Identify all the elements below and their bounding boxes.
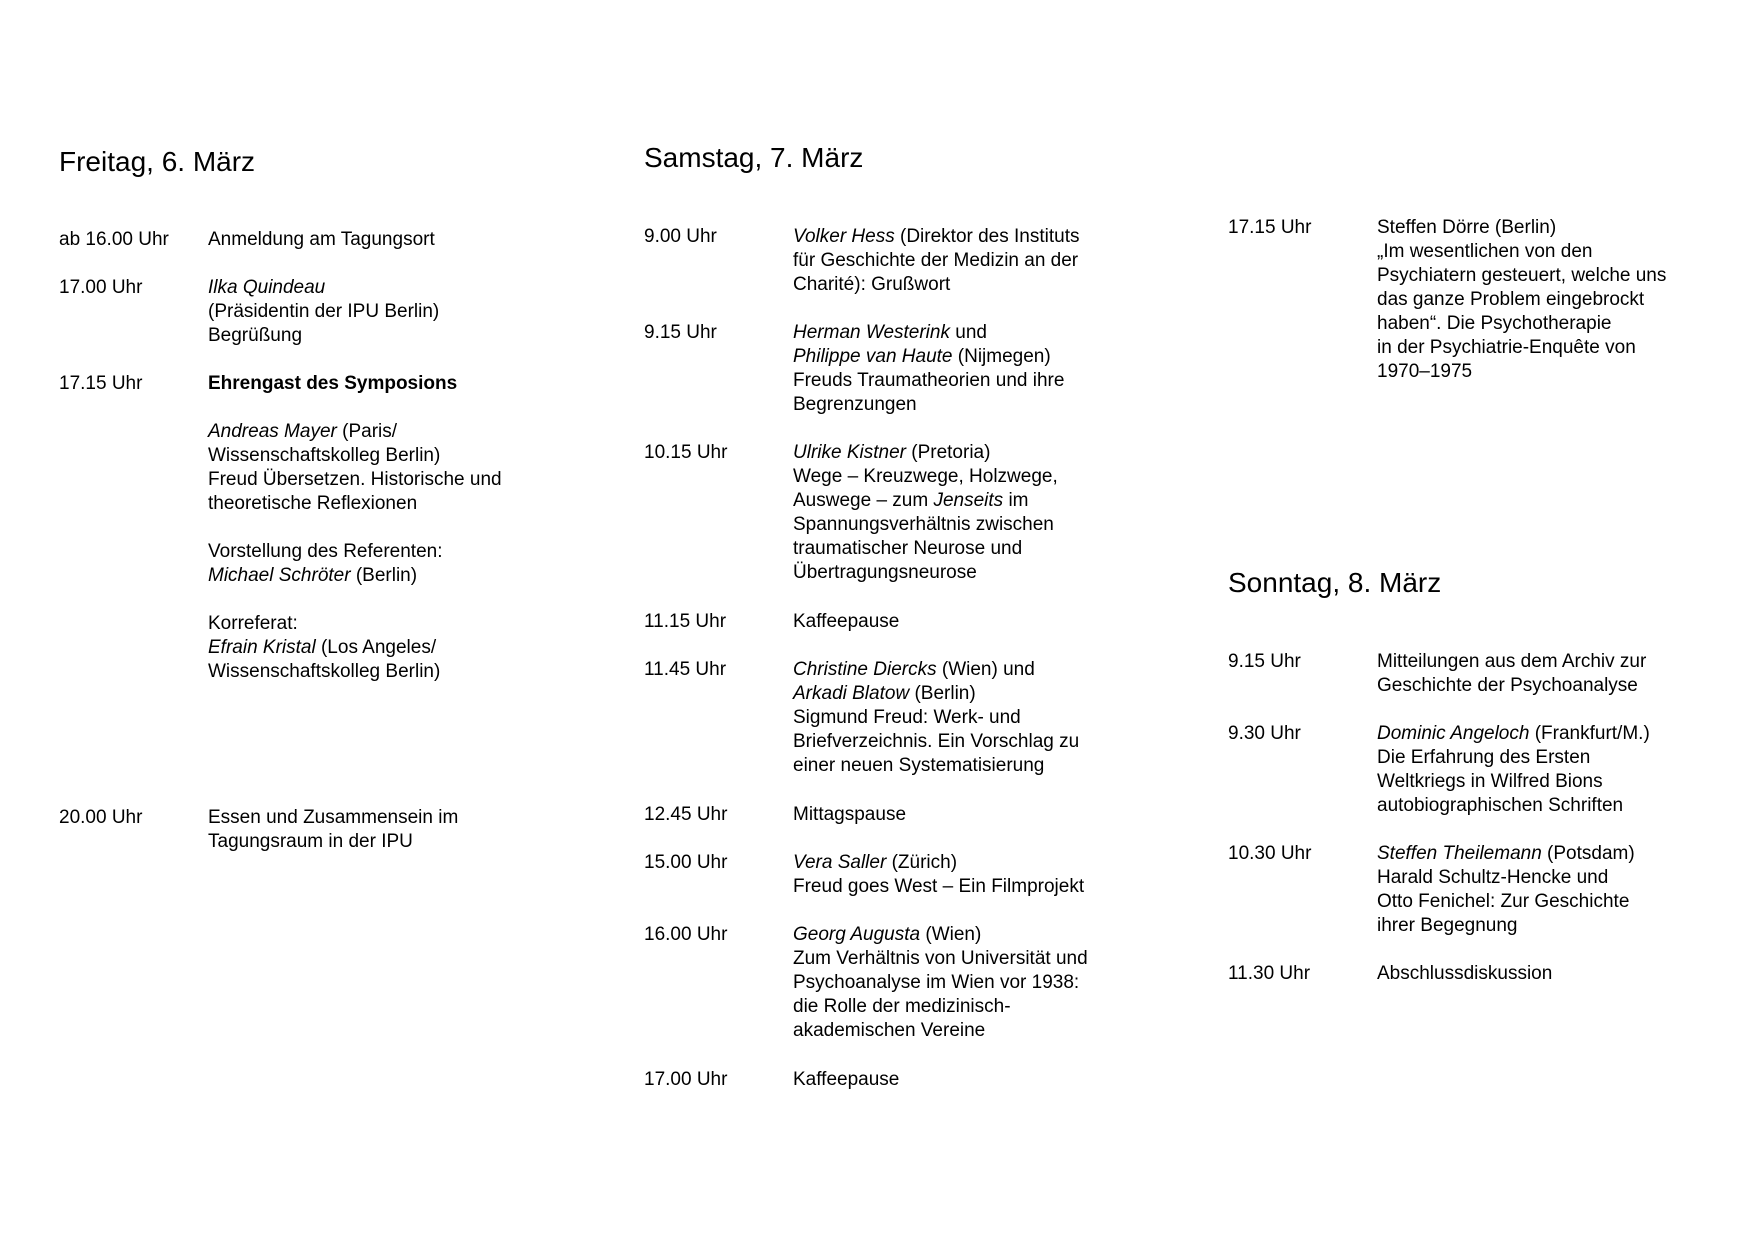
- entry-text: Anmeldung am Tagungsort: [208, 229, 435, 250]
- entry-content: [793, 225, 1080, 297]
- entry-content: [208, 372, 502, 684]
- speaker-name: Arkadi Blatow: [793, 683, 910, 704]
- speaker-name: Ilka Quindeau: [208, 277, 326, 298]
- entry-line: [1377, 360, 1666, 384]
- entry-text: (Berlin): [350, 565, 418, 586]
- entry-text: Essen und Zusammensein im: [208, 807, 459, 828]
- entry-text: Psychoanalyse im Wien vor 1938:: [793, 972, 1080, 993]
- entry-line: [208, 636, 502, 660]
- entry-content: [793, 923, 1088, 1043]
- entry-text: Tagungsraum in der IPU: [208, 831, 413, 852]
- entry-text: Korreferat:: [208, 613, 298, 634]
- entry-line: [208, 830, 458, 854]
- day-title-saturday: Samstag, 7. März: [644, 142, 864, 173]
- entry-line: [1377, 674, 1646, 698]
- entry-text: haben“. Die Psychotherapie: [1377, 313, 1612, 334]
- blank-line: [208, 516, 502, 540]
- speaker-name: Michael Schröter: [208, 565, 351, 586]
- entry-line: [793, 1019, 1088, 1043]
- entry-line: [208, 660, 502, 684]
- entry-text: (Los Angeles/: [315, 637, 437, 658]
- entry-text: ihrer Begegnung: [1377, 915, 1518, 936]
- entry-time: 11.45 Uhr: [644, 659, 727, 680]
- entry-line: [1377, 216, 1666, 240]
- entry-text: Begrüßung: [208, 325, 303, 346]
- entry-line: [208, 468, 502, 492]
- entry-text: (Zürich): [886, 852, 958, 873]
- entry-time: 17.15 Uhr: [1228, 217, 1312, 238]
- entry-line: [1377, 288, 1666, 312]
- entry-text: Übertragungsneurose: [793, 562, 977, 583]
- entry-text: Wissenschaftskolleg Berlin): [208, 445, 441, 466]
- speaker-name: Christine Diercks: [793, 659, 937, 680]
- entry-text: Mitteilungen aus dem Archiv zur: [1377, 651, 1647, 672]
- entry-text: Zum Verhältnis von Universität und: [793, 948, 1088, 969]
- entry-text: Vorstellung des Referenten:: [208, 541, 443, 562]
- entry-time: 17.15 Uhr: [59, 373, 143, 394]
- entry-line: [793, 225, 1080, 249]
- entry-text: das ganze Problem eingebrockt: [1377, 289, 1645, 310]
- entry-text: (Wien): [920, 924, 982, 945]
- speaker-name: Dominic Angeloch: [1377, 723, 1530, 744]
- entry-text: (Paris/: [336, 421, 398, 442]
- entry-line: [1377, 650, 1646, 674]
- entry-text: und: [949, 322, 987, 343]
- entry-time: 17.00 Uhr: [59, 277, 143, 298]
- speaker-name: Jenseits: [933, 490, 1004, 511]
- entry-line: [793, 754, 1079, 778]
- entry-text: 1970–1975: [1377, 361, 1473, 382]
- entry-text: Weltkriegs in Wilfred Bions: [1377, 771, 1603, 792]
- entry-text: Geschichte der Psychoanalyse: [1377, 675, 1638, 696]
- entry-content: [793, 803, 906, 827]
- entry-text: Abschlussdiskussion: [1377, 963, 1553, 984]
- entry-text: „Im wesentlichen von den: [1377, 241, 1593, 262]
- entry-text: Wege – Kreuzwege, Holzwege,: [793, 466, 1058, 487]
- entry-line: [1377, 336, 1666, 360]
- entry-line: [793, 971, 1088, 995]
- entry-line: [1377, 722, 1650, 746]
- entry-line: [208, 492, 502, 516]
- entry-text: einer neuen Systematisierung: [793, 755, 1045, 776]
- speaker-name: Efrain Kristal: [208, 637, 316, 658]
- entry-line: [208, 324, 439, 348]
- entry-time: 11.30 Uhr: [1228, 963, 1311, 984]
- entry-text: Freuds Traumatheorien und ihre: [793, 370, 1065, 391]
- speaker-name: Philippe van Haute: [793, 346, 953, 367]
- entry-line: [1377, 264, 1666, 288]
- entry-line: [793, 249, 1080, 273]
- entry-line: [1377, 842, 1635, 866]
- entry-line: [793, 273, 1080, 297]
- entry-text: Wissenschaftskolleg Berlin): [208, 661, 441, 682]
- entry-text: traumatischer Neurose und: [793, 538, 1023, 559]
- entry-text: die Rolle der medizinisch-: [793, 996, 1011, 1017]
- entry-text: Otto Fenichel: Zur Geschichte: [1377, 891, 1630, 912]
- entry-text: Charité): Grußwort: [793, 274, 951, 295]
- entry-text: (Berlin): [909, 683, 976, 704]
- entry-text: Kaffeepause: [793, 611, 900, 632]
- entry-line: [793, 561, 1058, 585]
- entry-content: [1377, 842, 1635, 938]
- entry-line: [793, 321, 1064, 345]
- day-title-friday: Freitag, 6. März: [59, 146, 256, 177]
- entry-text: autobiographischen Schriften: [1377, 795, 1624, 816]
- entry-line: [1377, 770, 1650, 794]
- entry-content: [1377, 650, 1646, 698]
- entry-content: [208, 806, 458, 854]
- entry-text: Freud goes West – Ein Filmprojekt: [793, 876, 1085, 897]
- entry-line: [793, 923, 1088, 947]
- entry-content: [208, 228, 435, 252]
- entry-line: [793, 1068, 899, 1092]
- entry-line: [208, 276, 439, 300]
- entry-text: Sigmund Freud: Werk- und: [793, 707, 1021, 728]
- entry-line: [208, 612, 502, 636]
- entry-time: 15.00 Uhr: [644, 852, 728, 873]
- entry-time: ab 16.00 Uhr: [59, 229, 169, 250]
- entry-text: akademischen Vereine: [793, 1020, 986, 1041]
- entry-text: Auswege – zum: [793, 490, 934, 511]
- blank-line: [208, 588, 502, 612]
- day-title-sunday: Sonntag, 8. März: [1228, 567, 1442, 598]
- entry-line: [208, 372, 502, 396]
- entry-line: [208, 228, 435, 252]
- entry-line: [1377, 962, 1552, 986]
- speaker-name: Herman Westerink: [793, 322, 950, 343]
- entry-content: [1377, 216, 1666, 384]
- entry-content: [793, 658, 1079, 778]
- entry-time: 17.00 Uhr: [644, 1069, 728, 1090]
- entry-content: [793, 851, 1084, 899]
- entry-text: für Geschichte der Medizin an der: [793, 250, 1079, 271]
- entry-text: Psychiatern gesteuert, welche uns: [1377, 265, 1667, 286]
- entry-content: [208, 276, 439, 348]
- speaker-name: Steffen Theilemann: [1377, 843, 1542, 864]
- speaker-name: Andreas Mayer: [208, 421, 337, 442]
- entry-text: Briefverzeichnis. Ein Vorschlag zu: [793, 731, 1080, 752]
- entry-line: [1377, 240, 1666, 264]
- entry-time: 10.30 Uhr: [1228, 843, 1312, 864]
- entry-line: [793, 393, 1064, 417]
- entry-text: in der Psychiatrie-Enquête von: [1377, 337, 1636, 358]
- entry-line: [208, 540, 502, 564]
- speaker-name: Ulrike Kistner: [793, 442, 906, 463]
- entry-line: [1377, 890, 1635, 914]
- entry-line: [793, 875, 1084, 899]
- entry-text: Begrenzungen: [793, 394, 917, 415]
- speaker-name: Georg Augusta: [793, 924, 921, 945]
- entry-text: (Nijmegen): [952, 346, 1051, 367]
- entry-line: [1377, 746, 1650, 770]
- entry-line: [208, 564, 502, 588]
- entry-content: [793, 441, 1058, 585]
- entry-line: [208, 300, 439, 324]
- entry-time: 20.00 Uhr: [59, 807, 143, 828]
- entry-line: [793, 465, 1058, 489]
- entry-time: 9.15 Uhr: [1228, 651, 1301, 672]
- entry-line: [793, 851, 1084, 875]
- entry-time: 16.00 Uhr: [644, 924, 728, 945]
- speaker-name: Volker Hess: [793, 226, 895, 247]
- entry-time: 11.15 Uhr: [644, 611, 727, 632]
- entry-line: [208, 420, 502, 444]
- entry-content: [1377, 962, 1552, 986]
- entry-line: [1377, 794, 1650, 818]
- entry-line: [1377, 866, 1635, 890]
- entry-line: [793, 537, 1058, 561]
- entry-line: [793, 682, 1079, 706]
- entry-text: (Frankfurt/M.): [1529, 723, 1650, 744]
- entry-time: 9.30 Uhr: [1228, 723, 1301, 744]
- entry-text: Freud Übersetzen. Historische und: [208, 469, 502, 490]
- entry-line: [793, 947, 1088, 971]
- entry-line: [793, 706, 1079, 730]
- entry-time: 9.00 Uhr: [644, 226, 717, 247]
- entry-time: 9.15 Uhr: [644, 322, 717, 343]
- entry-line: [793, 489, 1058, 513]
- entry-text: Kaffeepause: [793, 1069, 900, 1090]
- entry-line: [793, 803, 906, 827]
- entry-text: (Wien) und: [936, 659, 1035, 680]
- entry-line: [208, 806, 458, 830]
- entry-text: (Präsidentin der IPU Berlin): [208, 301, 440, 322]
- entry-text: (Direktor des Instituts: [894, 226, 1080, 247]
- entry-text: Steffen Dörre (Berlin): [1377, 217, 1557, 238]
- entry-text: theoretische Reflexionen: [208, 493, 418, 514]
- highlight-text: Ehrengast des Symposions: [208, 373, 458, 394]
- blank-line: [208, 396, 502, 420]
- entry-text: (Pretoria): [905, 442, 991, 463]
- entry-text: Harald Schultz-Hencke und: [1377, 867, 1609, 888]
- entry-text: Die Erfahrung des Ersten: [1377, 747, 1591, 768]
- entry-line: [793, 441, 1058, 465]
- entry-line: [793, 730, 1079, 754]
- entry-time: 10.15 Uhr: [644, 442, 728, 463]
- entry-content: [793, 321, 1064, 417]
- entry-line: [793, 610, 899, 634]
- entry-line: [793, 345, 1064, 369]
- entry-line: [793, 513, 1058, 537]
- entry-line: [793, 369, 1064, 393]
- entry-content: [793, 1068, 899, 1092]
- entry-content: [793, 610, 899, 634]
- entry-text: Mittagspause: [793, 804, 907, 825]
- entry-text: (Potsdam): [1541, 843, 1635, 864]
- entry-text: im: [1003, 490, 1029, 511]
- entry-line: [793, 658, 1079, 682]
- entry-line: [793, 995, 1088, 1019]
- entry-line: [1377, 312, 1666, 336]
- speaker-name: Vera Saller: [793, 852, 887, 873]
- entry-text: Spannungsverhältnis zwischen: [793, 514, 1054, 535]
- entry-content: [1377, 722, 1650, 818]
- entry-time: 12.45 Uhr: [644, 804, 728, 825]
- entry-line: [208, 444, 502, 468]
- entry-line: [1377, 914, 1635, 938]
